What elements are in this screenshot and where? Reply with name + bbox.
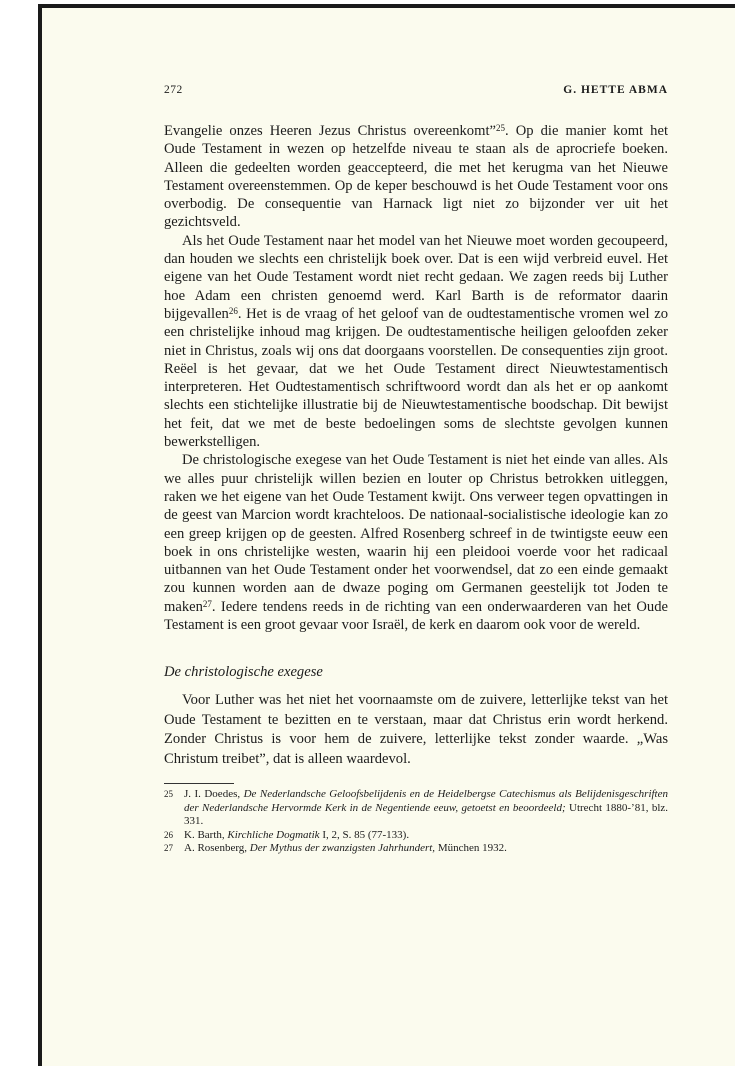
body-text [164, 122, 668, 634]
footnote-ref: 25 [495, 123, 505, 133]
page-number: 272 [164, 84, 183, 96]
footnote [164, 788, 668, 829]
footnote-number: 27 [164, 843, 173, 854]
footnote-number: 26 [164, 829, 173, 840]
footnote-ref: 26 [228, 305, 238, 316]
section-heading: De christologische exegese [164, 664, 323, 681]
footnote-divider [164, 783, 234, 784]
paragraph: Voor Luther was het niet het voornaamste om de zuivere, letterlijke tekst van het Oude Testament te bezitten en te verstaan, maar dat Christus erin wordt herkend. Zonder Christus is voor hem de zuivere, letterlijke tekst zonder waarde. „Was Christum treibet”, dat is alleen waardevol. [164, 692, 668, 767]
footnote [164, 842, 668, 856]
footnote [164, 829, 668, 843]
footnote-text: J. I. Doedes, De Nederlandsche Geloofsbelijdenis en de Heidelbergse Catechismus als Belijdenisgeschriften der Nederlandsche Hervormde Kerk in de Negentiende eeuw, getoetst en beoordeeld; Utrecht 1880-’81, blz. 331. [184, 788, 669, 828]
footnotes [164, 788, 668, 856]
book-page [164, 84, 668, 856]
paragraph: Als het Oude Testament naar het model van het Nieuwe moet worden gecoupeerd, dan houden we slechts een christelijk boek over. Dat is een wijd verbreid euvel. Het eigene van het Oude Testament wordt niet recht gedaan. We zagen reeds bij Luther hoe Adam een christen genoemd werd. Karl Barth is de reformator daarin bijgevallen$^{26}$. Het is de vraag of het geloof van de oudtestamentische vromen wel zo een christelijke inhoud mag krijgen. De oudtestamentische heiligen geloofden zeker niet in Christus, zoals wij ons dat doorgaans voorstellen. De consequenties zijn groot. Reëel is het gevaar, dat we het Oude Testament direct Nieuwtestamentisch interpreteren. Het Oudtestamentisch schriftwoord wordt dan als het er op aankomt slechts een stichtelijke illustratie bij de Nieuwtestamentische boodschap. Dit bewijst het feit, dat we met de beste bedoelingen soms de slechtste gevolgen kunnen bewerkstelligen. [164, 232, 668, 451]
footnote-number: 25 [164, 789, 173, 800]
footnote-text: K. Barth, Kirchliche Dogmatik I, 2, S. 85 (77-133). [184, 828, 410, 841]
paragraph: Evangelie onzes Heeren Jezus Christus overeenkomt”$^{25}$. Op die manier komt het Oude Testament in wezen op hetzelfde niveau te staan als de aprocriefe boeken. Alleen die gedeelten worden geaccepteerd, die met het kerugma van het Nieuwe Testament overeenstemmen. Op de keper beschouwd is het Oude Testament voor ons overbodig. De consequentie van Harnack ligt niet zo bijzonder ver uit het gezichtsveld. [164, 123, 668, 231]
running-head [164, 84, 668, 104]
paragraph: De christologische exegese van het Oude Testament is niet het einde van alles. Als we alles puur christelijk willen bezien en louter op Christus betrokken uitleggen, raken we het eigene van het Oude Testament kwijt. Ons verweer tegen opvattingen in de geest van Marcion wordt krachteloos. De nationaal-socialistische ideologie kan zo een greep krijgen op de geesten. Alfred Rosenberg schreef in de twintigste eeuw een boek in ons christelijke westen, waarin hij een pleidooi voerde voor het radicaal uitbannen van het Oude Testament onder het voorwendsel, dat zo een einde gemaakt zou kunnen worden aan de dwaze poging om Germanen geestelijk tot Joden te maken$^{27}$. Iedere tendens reeds in de richting van een onderwaarderen van het Oude Testament is een groot gevaar voor Israël, de kerk en daarom ook voor de wereld. [164, 452, 668, 634]
running-head-author: G. HETTE ABMA [563, 84, 668, 96]
footnote-text: A. Rosenberg, Der Mythus der zwanzigsten Jahrhundert, München 1932. [184, 842, 507, 855]
footnote-ref: 27 [202, 598, 212, 609]
section-body [164, 691, 668, 769]
